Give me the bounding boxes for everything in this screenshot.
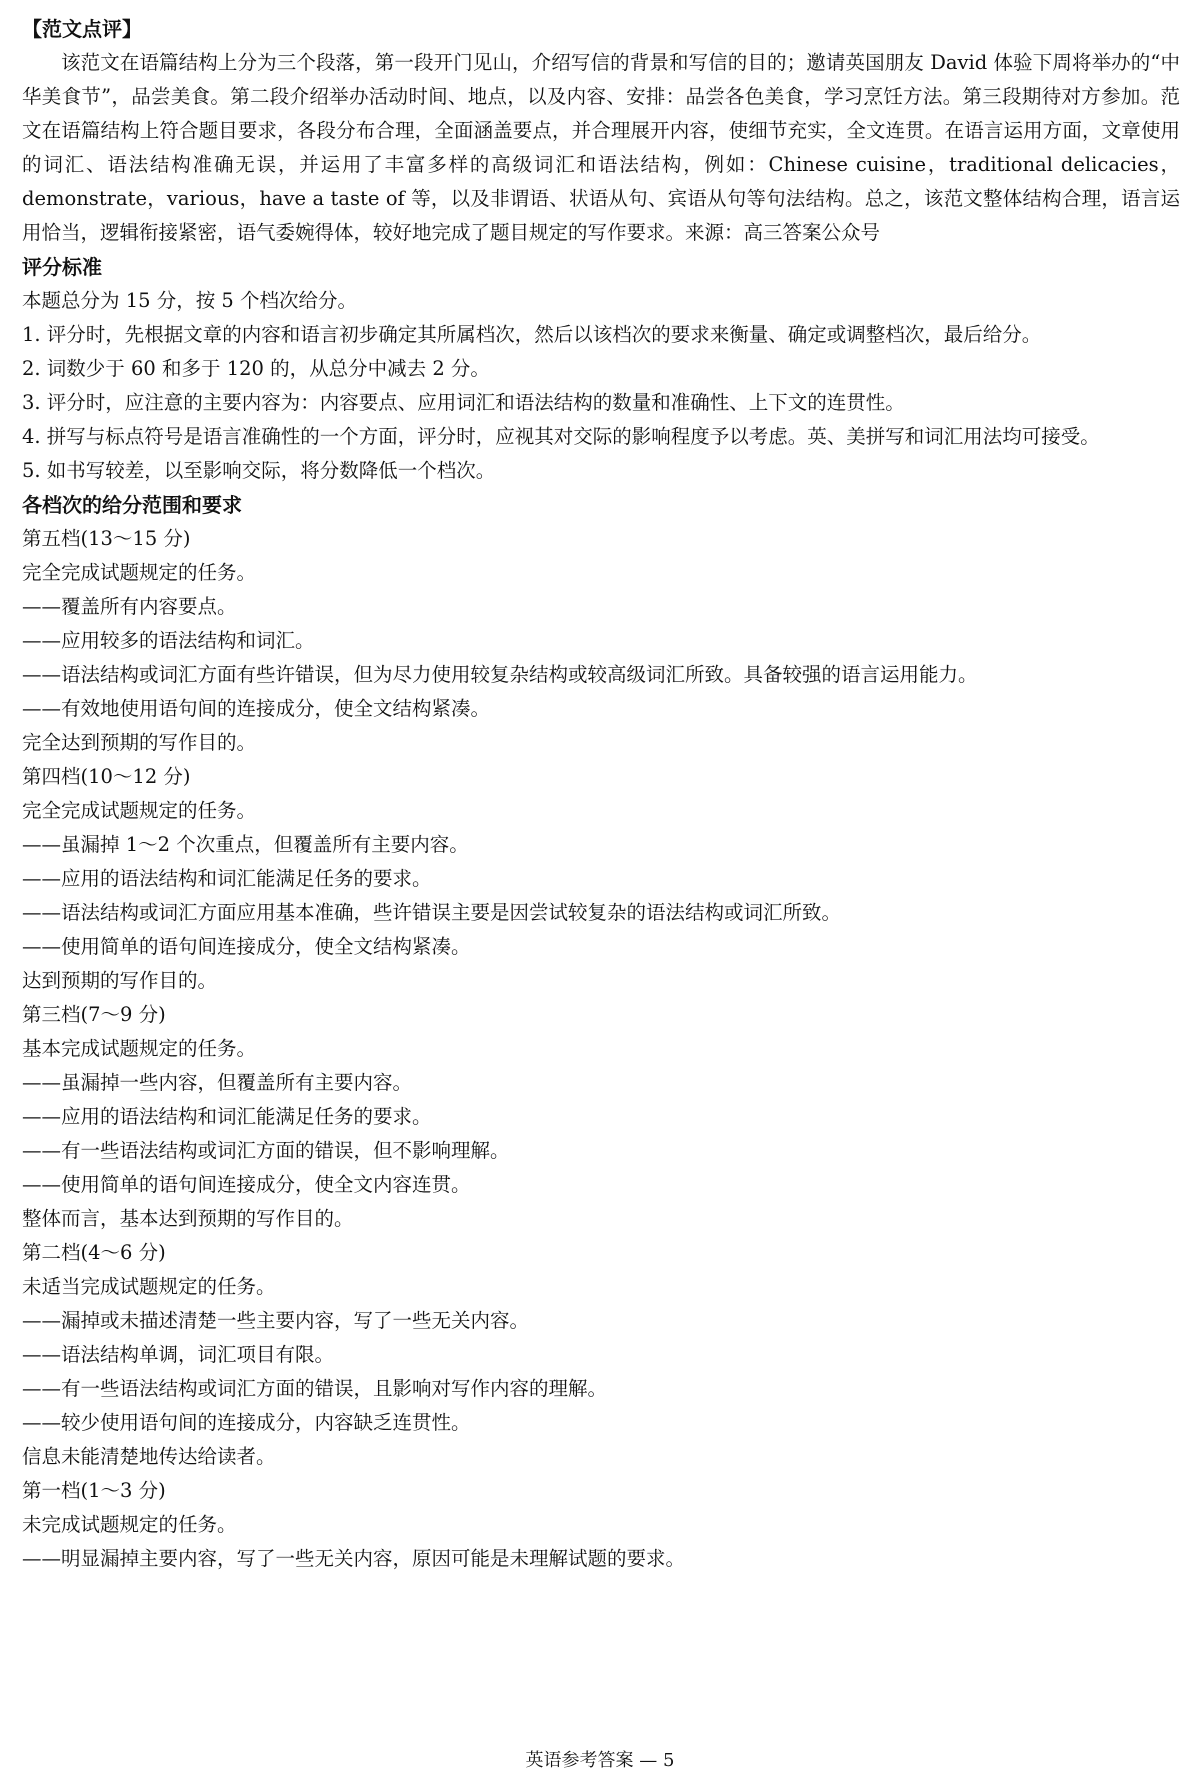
level-line: 达到预期的写作目的。 [22,969,218,992]
level-line: ——使用简单的语句间连接成分，使全文内容连贯。 [22,1173,471,1196]
level-line: ——应用的语法结构和词汇能满足任务的要求。 [22,1105,432,1128]
criteria-rule: 4. 拼写与标点符号是语言准确性的一个方面，评分时，应视其对交际的影响程度予以考虑。英、美拼写和词汇用法均可接受。 [22,425,1100,448]
level-line: ——语法结构或词汇方面有些许错误，但为尽力使用较复杂结构或较高级词汇所致。具备较强的语言运用能力。 [22,663,978,686]
level-line: 信息未能清楚地传达给读者。 [22,1445,276,1468]
level-line: 完全完成试题规定的任务。 [22,799,257,822]
criteria-heading: 评分标准 [22,255,102,279]
level-line: ——有效地使用语句间的连接成分，使全文结构紧凑。 [22,697,491,720]
level-line: ——漏掉或未描述清楚一些主要内容，写了一些无关内容。 [22,1309,530,1332]
level-line: ——较少使用语句间的连接成分，内容缺乏连贯性。 [22,1411,471,1434]
level-line: 基本完成试题规定的任务。 [22,1037,257,1060]
criteria-rule: 5. 如书写较差，以至影响交际，将分数降低一个档次。 [22,459,496,482]
criteria-rules [22,318,1180,488]
level-line: ——明显漏掉主要内容，写了一些无关内容，原因可能是未理解试题的要求。 [22,1547,686,1570]
levels-list [22,522,1180,1576]
level-line: ——应用的语法结构和词汇能满足任务的要求。 [22,867,432,890]
level-line: 完全达到预期的写作目的。 [22,731,257,754]
level-line: ——使用简单的语句间连接成分，使全文结构紧凑。 [22,935,471,958]
level-line: ——虽漏掉 1～2 个次重点，但覆盖所有主要内容。 [22,833,469,856]
levels-heading: 各档次的给分范围和要求 [22,493,242,517]
review-paragraph: 该范文在语篇结构上分为三个段落，第一段开门见山，介绍写信的背景和写信的目的；邀请英国朋友 David 体验下周将举办的“中华美食节”，品尝美食。第二段介绍举办活动时间、地点，以及内容、安排：品尝各色美食，学习烹饪方法。第三段期待对方参加。范文在语篇结构上符合题目要求，各段分布合理，全面涵盖要点，并合理展开内容，使细节充实，全文连贯。在语言运用方面，文章使用的词汇、语法结构准确无误，并运用了丰富多样的高级词汇和语法结构，例如：Chinese cuisine，traditional delicacies，demonstrate，various，have a taste of 等，以及非谓语、状语从句、宾语从句等句法结构。总之，该范文整体结构合理，语言运用恰当，逻辑衔接紧密，语气委婉得体，较好地完成了题目规定的写作要求。来源：高三答案公众号 [22,51,1180,244]
level-line: ——语法结构或词汇方面应用基本准确，些许错误主要是因尝试较复杂的语法结构或词汇所致。 [22,901,842,924]
review-heading: 【范文点评】 [22,17,142,41]
level-title: 第四档(10～12 分) [22,765,191,788]
document-page [22,12,1180,1576]
level-line: 未适当完成试题规定的任务。 [22,1275,276,1298]
level-line: ——有一些语法结构或词汇方面的错误，但不影响理解。 [22,1139,510,1162]
criteria-rule: 1. 评分时，先根据文章的内容和语言初步确定其所属档次，然后以该档次的要求来衡量、确定或调整档次，最后给分。 [22,323,1042,346]
level-title: 第一档(1～3 分) [22,1479,166,1502]
criteria-rule: 2. 词数少于 60 和多于 120 的，从总分中减去 2 分。 [22,357,490,380]
level-title: 第三档(7～9 分) [22,1003,166,1026]
page-footer: 英语参考答案 — 5 [525,1750,675,1771]
level-line: 完全完成试题规定的任务。 [22,561,257,584]
level-line: ——语法结构单调，词汇项目有限。 [22,1343,335,1366]
level-line: 整体而言，基本达到预期的写作目的。 [22,1207,354,1230]
level-title: 第五档(13～15 分) [22,527,191,550]
level-line: ——有一些语法结构或词汇方面的错误，且影响对写作内容的理解。 [22,1377,608,1400]
level-line: ——应用较多的语法结构和词汇。 [22,629,315,652]
level-line: ——覆盖所有内容要点。 [22,595,237,618]
level-line: 未完成试题规定的任务。 [22,1513,237,1536]
criteria-intro: 本题总分为 15 分，按 5 个档次给分。 [22,289,358,312]
level-line: ——虽漏掉一些内容，但覆盖所有主要内容。 [22,1071,413,1094]
level-title: 第二档(4～6 分) [22,1241,166,1264]
criteria-rule: 3. 评分时，应注意的主要内容为：内容要点、应用词汇和语法结构的数量和准确性、上下文的连贯性。 [22,391,905,414]
